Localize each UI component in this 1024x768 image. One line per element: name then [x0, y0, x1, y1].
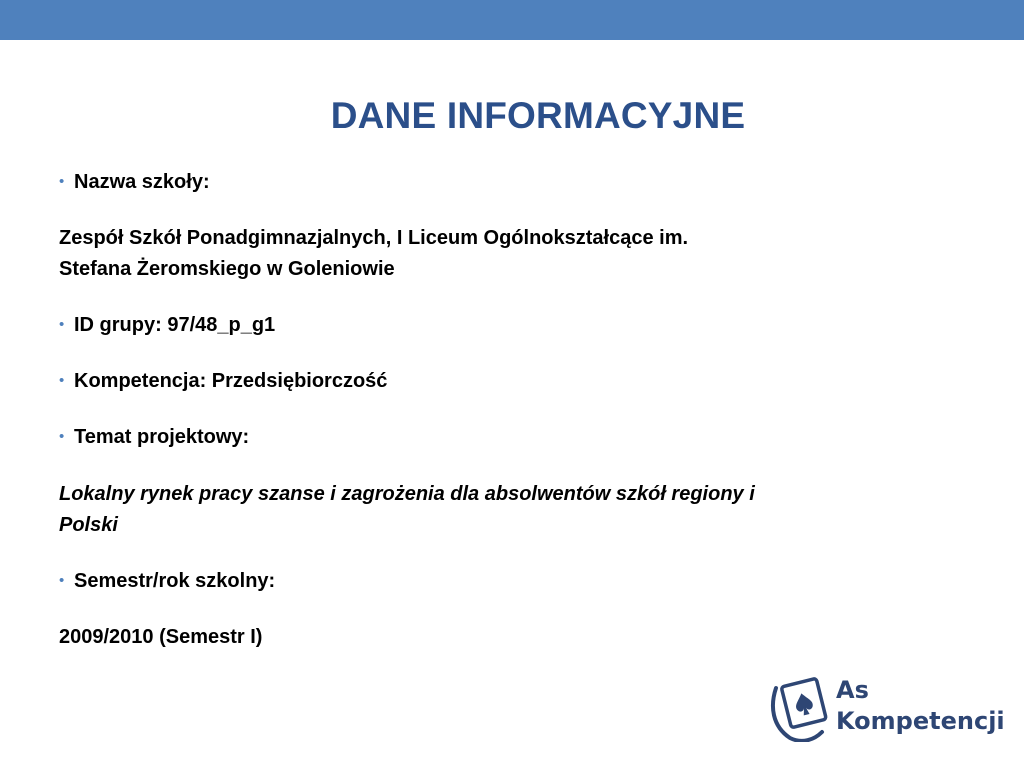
list-item-semester-label: [59, 565, 275, 597]
group-id-text: ID grupy: 97/48_p_g1: [74, 314, 276, 336]
competence-text: Kompetencja: Przedsiębiorczość: [74, 370, 388, 392]
list-item-school-label: [59, 166, 210, 198]
slide-title: DANE INFORMACYJNE: [330, 95, 746, 136]
semester-label: Semestr/rok szkolny:: [74, 570, 276, 592]
bullet-icon: •: [59, 173, 65, 190]
school-name-line-2: Stefana Żeromskiego w Goleniowie: [59, 258, 395, 280]
list-item-group-id: [59, 309, 275, 341]
logo-text-kompetencji: Kompetencji: [836, 707, 1005, 735]
spade-card-icon: [768, 672, 832, 742]
topic-line-2: Polski: [59, 514, 118, 536]
semester-value: 2009/2010 (Semestr I): [59, 626, 263, 648]
school-name-line-1: Zespół Szkół Ponadgimnazjalnych, I Liceum Ogólnokształcące im.: [59, 227, 689, 249]
list-item-topic-label: [59, 421, 249, 453]
bullet-icon: •: [59, 316, 65, 333]
bullet-icon: •: [59, 428, 65, 445]
logo-text-as: As: [836, 676, 869, 704]
school-label: Nazwa szkoły:: [74, 171, 210, 193]
top-accent-bar: [0, 0, 1024, 40]
bullet-icon: •: [59, 572, 65, 589]
list-item-competence: [59, 365, 387, 397]
topic-line-1: Lokalny rynek pracy szanse i zagrożenia dla absolwentów szkół regiony i: [59, 483, 755, 505]
as-kompetencji-logo: [768, 672, 1005, 742]
topic-label: Temat projektowy:: [74, 426, 250, 448]
bullet-icon: •: [59, 372, 65, 389]
